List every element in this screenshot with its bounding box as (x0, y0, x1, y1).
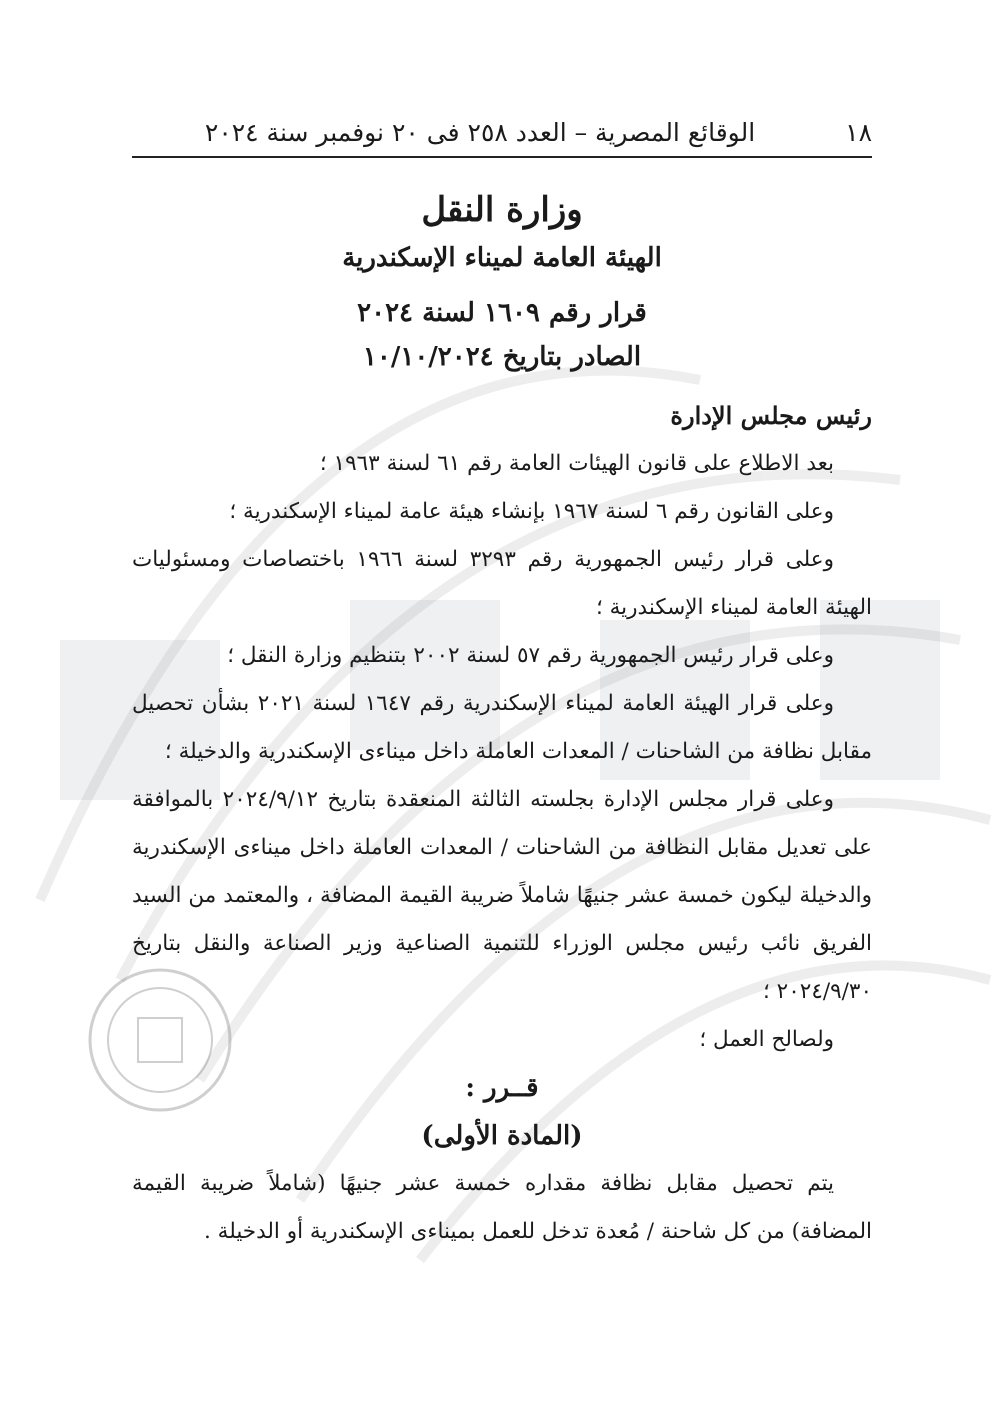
decree-number: قرار رقم ١٦٠٩ لسنة ٢٠٢٤ (357, 298, 647, 328)
page-number: ١٨ (845, 117, 872, 147)
paragraph: بعد الاطلاع على قانون الهيئات العامة رقم ٦١ لسنة ١٩٦٣ ؛ (319, 451, 834, 476)
article-heading: (المادة الأولى) (421, 1121, 583, 1151)
paragraph: وعلى قرار مجلس الإدارة بجلسته الثالثة المنعقدة بتاريخ ٢٠٢٤/٩/١٢ بالموافقة على تعديل مقابل النظافة من الشاحنات / المعدات العاملة داخل ميناءى الإسكندرية والدخيلة ليكون خمسة عشر جنيهًا شاملاً ضريبة القيمة المضافة ، والمعتمد من السيد الفريق نائب رئيس مجلس الوزراء للتنمية الصناعية وزير الصناعة والنقل بتاريخ ٢٠٢٤/٩/٣٠ ؛ (132, 787, 872, 1004)
paragraph: وعلى قرار الهيئة العامة لميناء الإسكندرية رقم ١٦٤٧ لسنة ٢٠٢١ بشأن تحصيل مقابل نظافة من الشاحنات / المعدات العاملة داخل ميناءى الإسكندرية والدخيلة ؛ (132, 691, 872, 764)
chairman-heading: رئيس مجلس الإدارة (670, 401, 872, 430)
publication-title: الوقائع المصرية – العدد ٢٥٨ فى ٢٠ نوفمبر سنة ٢٠٢٤ (204, 117, 756, 147)
decides-heading: قــرر : (465, 1073, 539, 1103)
paragraph: وعلى القانون رقم ٦ لسنة ١٩٦٧ بإنشاء هيئة عامة لميناء الإسكندرية ؛ (229, 499, 834, 524)
header-divider (132, 156, 872, 158)
decree-body (132, 392, 872, 1256)
paragraph: وعلى قرار رئيس الجمهورية رقم ٥٧ لسنة ٢٠٠٢ بتنظيم وزارة النقل ؛ (227, 643, 834, 668)
authority-title: الهيئة العامة لميناء الإسكندرية (342, 243, 662, 273)
ministry-title: وزارة النقل (421, 190, 583, 230)
page-header (132, 112, 872, 152)
issue-date: الصادر بتاريخ ١٠/١٠/٢٠٢٤ (362, 342, 642, 372)
paragraph: يتم تحصيل مقابل نظافة مقداره خمسة عشر جنيهًا (شاملاً ضريبة القيمة المضافة) من كل شاحنة / مُعدة تدخل للعمل بميناءى الإسكندرية أو الدخيلة . (132, 1171, 872, 1244)
paragraph: وعلى قرار رئيس الجمهورية رقم ٣٢٩٣ لسنة ١٩٦٦ باختصاصات ومسئوليات الهيئة العامة لميناء الإسكندرية ؛ (132, 547, 872, 620)
paragraph: ولصالح العمل ؛ (699, 1027, 834, 1052)
